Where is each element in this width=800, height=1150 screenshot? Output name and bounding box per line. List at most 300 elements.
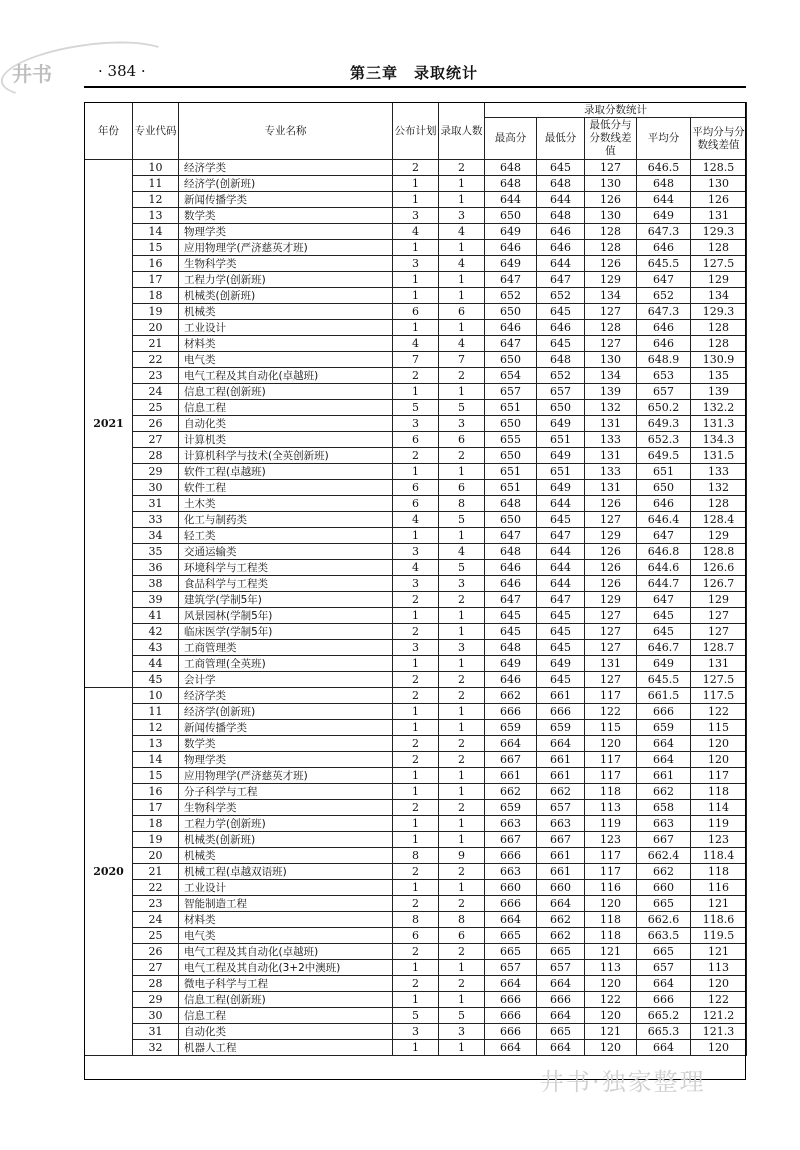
admitted-cell: 4 — [439, 544, 485, 560]
table-row — [85, 1040, 747, 1056]
code-cell: 25 — [133, 928, 179, 944]
max-cell: 664 — [485, 1040, 537, 1056]
min-diff-cell: 121 — [585, 1024, 637, 1040]
max-cell: 644 — [485, 192, 537, 208]
table-row — [85, 976, 747, 992]
min-cell: 644 — [537, 544, 585, 560]
admitted-cell: 5 — [439, 560, 485, 576]
admitted-cell: 1 — [439, 880, 485, 896]
plan-cell: 1 — [393, 720, 439, 736]
code-cell: 30 — [133, 1008, 179, 1024]
plan-cell: 1 — [393, 528, 439, 544]
avg-diff-cell: 127 — [691, 608, 747, 624]
min-diff-cell: 126 — [585, 544, 637, 560]
min-diff-cell: 129 — [585, 592, 637, 608]
avg-diff-cell: 131 — [691, 656, 747, 672]
avg-cell: 647 — [637, 528, 691, 544]
min-cell: 645 — [537, 672, 585, 688]
name-cell: 自动化类 — [179, 416, 393, 432]
min-cell: 645 — [537, 336, 585, 352]
plan-cell: 2 — [393, 624, 439, 640]
admitted-cell: 7 — [439, 352, 485, 368]
admitted-cell: 1 — [439, 240, 485, 256]
code-cell: 26 — [133, 944, 179, 960]
avg-cell: 646 — [637, 240, 691, 256]
min-diff-cell: 127 — [585, 512, 637, 528]
code-cell: 10 — [133, 688, 179, 704]
header-admitted: 录取人数 — [439, 103, 485, 160]
min-cell: 645 — [537, 304, 585, 320]
table-row — [85, 464, 747, 480]
admitted-cell: 1 — [439, 832, 485, 848]
table-row — [85, 560, 747, 576]
max-cell: 650 — [485, 208, 537, 224]
header-avg-diff: 平均分与分数线差值 — [691, 118, 747, 160]
avg-cell: 648 — [637, 176, 691, 192]
min-diff-cell: 129 — [585, 272, 637, 288]
min-diff-cell: 119 — [585, 816, 637, 832]
plan-cell: 3 — [393, 640, 439, 656]
avg-cell: 649.5 — [637, 448, 691, 464]
admitted-cell: 1 — [439, 192, 485, 208]
table-row — [85, 928, 747, 944]
table-row — [85, 768, 747, 784]
table-row — [85, 1024, 747, 1040]
table-row — [85, 368, 747, 384]
code-cell: 31 — [133, 496, 179, 512]
name-cell: 经济学(创新班) — [179, 176, 393, 192]
avg-cell: 646.7 — [637, 640, 691, 656]
max-cell: 657 — [485, 384, 537, 400]
plan-cell: 1 — [393, 832, 439, 848]
code-cell: 29 — [133, 992, 179, 1008]
publisher-logo: 井书 — [12, 62, 52, 86]
admission-table — [84, 102, 747, 1056]
name-cell: 机器人工程 — [179, 1040, 393, 1056]
min-diff-cell: 134 — [585, 368, 637, 384]
min-cell: 657 — [537, 800, 585, 816]
max-cell: 648 — [485, 544, 537, 560]
plan-cell: 4 — [393, 336, 439, 352]
min-cell: 662 — [537, 784, 585, 800]
table-row — [85, 1008, 747, 1024]
avg-cell: 645 — [637, 608, 691, 624]
avg-cell: 649 — [637, 656, 691, 672]
avg-diff-cell: 128 — [691, 240, 747, 256]
avg-cell: 646 — [637, 336, 691, 352]
min-diff-cell: 117 — [585, 688, 637, 704]
min-diff-cell: 120 — [585, 1008, 637, 1024]
max-cell: 655 — [485, 432, 537, 448]
avg-cell: 657 — [637, 384, 691, 400]
admitted-cell: 1 — [439, 528, 485, 544]
table-row — [85, 512, 747, 528]
code-cell: 25 — [133, 400, 179, 416]
min-cell: 662 — [537, 928, 585, 944]
code-cell: 31 — [133, 1024, 179, 1040]
plan-cell: 2 — [393, 592, 439, 608]
avg-diff-cell: 128 — [691, 496, 747, 512]
avg-cell: 647 — [637, 592, 691, 608]
min-diff-cell: 126 — [585, 576, 637, 592]
min-cell: 664 — [537, 736, 585, 752]
min-cell: 647 — [537, 272, 585, 288]
avg-cell: 645.5 — [637, 672, 691, 688]
plan-cell: 2 — [393, 800, 439, 816]
plan-cell: 3 — [393, 1024, 439, 1040]
header-code: 专业代码 — [133, 103, 179, 160]
avg-cell: 646 — [637, 496, 691, 512]
max-cell: 646 — [485, 320, 537, 336]
min-diff-cell: 113 — [585, 960, 637, 976]
max-cell: 659 — [485, 800, 537, 816]
avg-diff-cell: 113 — [691, 960, 747, 976]
avg-diff-cell: 133 — [691, 464, 747, 480]
min-cell: 661 — [537, 768, 585, 784]
code-cell: 15 — [133, 240, 179, 256]
code-cell: 13 — [133, 208, 179, 224]
plan-cell: 1 — [393, 320, 439, 336]
table-row — [85, 176, 747, 192]
plan-cell: 4 — [393, 560, 439, 576]
table-row — [85, 272, 747, 288]
max-cell: 651 — [485, 464, 537, 480]
code-cell: 33 — [133, 512, 179, 528]
max-cell: 646 — [485, 560, 537, 576]
avg-diff-cell: 121.3 — [691, 1024, 747, 1040]
avg-cell: 652.3 — [637, 432, 691, 448]
avg-cell: 662.6 — [637, 912, 691, 928]
plan-cell: 2 — [393, 896, 439, 912]
min-cell: 651 — [537, 464, 585, 480]
table-row — [85, 736, 747, 752]
plan-cell: 1 — [393, 1040, 439, 1056]
avg-diff-cell: 117.5 — [691, 688, 747, 704]
plan-cell: 6 — [393, 928, 439, 944]
avg-cell: 650.2 — [637, 400, 691, 416]
avg-diff-cell: 130 — [691, 176, 747, 192]
name-cell: 生物科学类 — [179, 256, 393, 272]
max-cell: 650 — [485, 448, 537, 464]
plan-cell: 5 — [393, 1008, 439, 1024]
header-year: 年份 — [85, 103, 133, 160]
table-row — [85, 944, 747, 960]
avg-diff-cell: 123 — [691, 832, 747, 848]
min-cell: 644 — [537, 576, 585, 592]
avg-diff-cell: 129.3 — [691, 304, 747, 320]
max-cell: 662 — [485, 688, 537, 704]
max-cell: 664 — [485, 976, 537, 992]
max-cell: 650 — [485, 352, 537, 368]
admitted-cell: 2 — [439, 672, 485, 688]
admitted-cell: 1 — [439, 624, 485, 640]
max-cell: 659 — [485, 720, 537, 736]
name-cell: 信息工程(创新班) — [179, 992, 393, 1008]
avg-cell: 650 — [637, 480, 691, 496]
avg-cell: 660 — [637, 880, 691, 896]
page-header — [84, 60, 744, 86]
min-cell: 661 — [537, 848, 585, 864]
admitted-cell: 2 — [439, 688, 485, 704]
avg-cell: 662 — [637, 784, 691, 800]
min-cell: 652 — [537, 368, 585, 384]
min-cell: 665 — [537, 1024, 585, 1040]
table-row — [85, 336, 747, 352]
admitted-cell: 2 — [439, 448, 485, 464]
admitted-cell: 3 — [439, 1024, 485, 1040]
code-cell: 42 — [133, 624, 179, 640]
max-cell: 666 — [485, 992, 537, 1008]
avg-diff-cell: 121.2 — [691, 1008, 747, 1024]
min-cell: 661 — [537, 864, 585, 880]
name-cell: 电气类 — [179, 928, 393, 944]
max-cell: 665 — [485, 928, 537, 944]
min-diff-cell: 117 — [585, 752, 637, 768]
name-cell: 机械类 — [179, 848, 393, 864]
admitted-cell: 1 — [439, 464, 485, 480]
table-row — [85, 480, 747, 496]
plan-cell: 4 — [393, 512, 439, 528]
avg-diff-cell: 122 — [691, 992, 747, 1008]
plan-cell: 1 — [393, 464, 439, 480]
name-cell: 新闻传播学类 — [179, 720, 393, 736]
plan-cell: 5 — [393, 400, 439, 416]
min-cell: 645 — [537, 624, 585, 640]
max-cell: 662 — [485, 784, 537, 800]
max-cell: 664 — [485, 912, 537, 928]
avg-cell: 651 — [637, 464, 691, 480]
min-cell: 664 — [537, 1040, 585, 1056]
avg-diff-cell: 115 — [691, 720, 747, 736]
code-cell: 39 — [133, 592, 179, 608]
table-row — [85, 304, 747, 320]
plan-cell: 3 — [393, 544, 439, 560]
avg-diff-cell: 117 — [691, 768, 747, 784]
name-cell: 机械类(创新班) — [179, 288, 393, 304]
min-diff-cell: 130 — [585, 352, 637, 368]
avg-cell: 661 — [637, 768, 691, 784]
avg-cell: 662 — [637, 864, 691, 880]
min-diff-cell: 127 — [585, 336, 637, 352]
avg-diff-cell: 118.6 — [691, 912, 747, 928]
code-cell: 24 — [133, 912, 179, 928]
admitted-cell: 1 — [439, 784, 485, 800]
avg-cell: 665.2 — [637, 1008, 691, 1024]
table-row — [85, 288, 747, 304]
name-cell: 数学类 — [179, 736, 393, 752]
avg-diff-cell: 129 — [691, 592, 747, 608]
avg-diff-cell: 128 — [691, 320, 747, 336]
max-cell: 647 — [485, 592, 537, 608]
code-cell: 14 — [133, 752, 179, 768]
code-cell: 45 — [133, 672, 179, 688]
code-cell: 21 — [133, 336, 179, 352]
avg-diff-cell: 132.2 — [691, 400, 747, 416]
code-cell: 12 — [133, 192, 179, 208]
plan-cell: 1 — [393, 656, 439, 672]
code-cell: 29 — [133, 464, 179, 480]
name-cell: 临床医学(学制5年) — [179, 624, 393, 640]
avg-cell: 665.3 — [637, 1024, 691, 1040]
avg-cell: 647.3 — [637, 224, 691, 240]
plan-cell: 2 — [393, 688, 439, 704]
min-cell: 645 — [537, 160, 585, 176]
min-cell: 664 — [537, 976, 585, 992]
avg-diff-cell: 128 — [691, 336, 747, 352]
max-cell: 660 — [485, 880, 537, 896]
avg-cell: 659 — [637, 720, 691, 736]
avg-diff-cell: 116 — [691, 880, 747, 896]
max-cell: 646 — [485, 672, 537, 688]
avg-diff-cell: 114 — [691, 800, 747, 816]
table-row — [85, 720, 747, 736]
name-cell: 工商管理类 — [179, 640, 393, 656]
plan-cell: 8 — [393, 848, 439, 864]
avg-cell: 645.5 — [637, 256, 691, 272]
avg-diff-cell: 121 — [691, 944, 747, 960]
min-cell: 644 — [537, 256, 585, 272]
min-diff-cell: 128 — [585, 224, 637, 240]
name-cell: 工程力学(创新班) — [179, 816, 393, 832]
plan-cell: 4 — [393, 224, 439, 240]
min-diff-cell: 118 — [585, 928, 637, 944]
plan-cell: 2 — [393, 944, 439, 960]
admitted-cell: 6 — [439, 928, 485, 944]
table-row — [85, 688, 747, 704]
table-row — [85, 672, 747, 688]
min-cell: 652 — [537, 288, 585, 304]
header-avg: 平均分 — [637, 118, 691, 160]
max-cell: 648 — [485, 640, 537, 656]
name-cell: 分子科学与工程 — [179, 784, 393, 800]
name-cell: 电气工程及其自动化(卓越班) — [179, 368, 393, 384]
code-cell: 16 — [133, 784, 179, 800]
max-cell: 647 — [485, 336, 537, 352]
code-cell: 41 — [133, 608, 179, 624]
table-row — [85, 352, 747, 368]
code-cell: 32 — [133, 1040, 179, 1056]
max-cell: 666 — [485, 1024, 537, 1040]
table-row — [85, 192, 747, 208]
min-diff-cell: 130 — [585, 176, 637, 192]
min-diff-cell: 131 — [585, 480, 637, 496]
name-cell: 软件工程(卓越班) — [179, 464, 393, 480]
min-cell: 649 — [537, 448, 585, 464]
table-row — [85, 624, 747, 640]
avg-cell: 661.5 — [637, 688, 691, 704]
avg-diff-cell: 134.3 — [691, 432, 747, 448]
avg-cell: 664 — [637, 752, 691, 768]
max-cell: 664 — [485, 736, 537, 752]
min-diff-cell: 132 — [585, 400, 637, 416]
name-cell: 机械类 — [179, 304, 393, 320]
code-cell: 27 — [133, 960, 179, 976]
table-row — [85, 848, 747, 864]
header-plan: 公布计划 — [393, 103, 439, 160]
avg-diff-cell: 118 — [691, 864, 747, 880]
plan-cell: 8 — [393, 912, 439, 928]
avg-diff-cell: 135 — [691, 368, 747, 384]
min-cell: 661 — [537, 688, 585, 704]
max-cell: 649 — [485, 256, 537, 272]
admitted-cell: 2 — [439, 592, 485, 608]
min-diff-cell: 129 — [585, 528, 637, 544]
avg-cell: 646.4 — [637, 512, 691, 528]
plan-cell: 1 — [393, 608, 439, 624]
plan-cell: 1 — [393, 272, 439, 288]
min-diff-cell: 122 — [585, 704, 637, 720]
admitted-cell: 1 — [439, 768, 485, 784]
code-cell: 17 — [133, 272, 179, 288]
min-diff-cell: 127 — [585, 672, 637, 688]
header-name: 专业名称 — [179, 103, 393, 160]
min-diff-cell: 118 — [585, 784, 637, 800]
avg-cell: 663.5 — [637, 928, 691, 944]
avg-cell: 646 — [637, 320, 691, 336]
code-cell: 35 — [133, 544, 179, 560]
admitted-cell: 1 — [439, 1040, 485, 1056]
min-diff-cell: 126 — [585, 560, 637, 576]
name-cell: 工业设计 — [179, 320, 393, 336]
table-row — [85, 432, 747, 448]
max-cell: 648 — [485, 496, 537, 512]
max-cell: 666 — [485, 896, 537, 912]
table-row — [85, 656, 747, 672]
avg-diff-cell: 131.5 — [691, 448, 747, 464]
max-cell: 646 — [485, 576, 537, 592]
code-cell: 28 — [133, 448, 179, 464]
max-cell: 665 — [485, 944, 537, 960]
table-row — [85, 608, 747, 624]
avg-diff-cell: 132 — [691, 480, 747, 496]
name-cell: 工业设计 — [179, 880, 393, 896]
min-diff-cell: 121 — [585, 944, 637, 960]
table-row — [85, 640, 747, 656]
min-cell: 650 — [537, 400, 585, 416]
name-cell: 微电子科学与工程 — [179, 976, 393, 992]
code-cell: 11 — [133, 176, 179, 192]
avg-cell: 645 — [637, 624, 691, 640]
code-cell: 18 — [133, 816, 179, 832]
table-row — [85, 400, 747, 416]
name-cell: 电气工程及其自动化(3+2中澳班) — [179, 960, 393, 976]
name-cell: 信息工程 — [179, 1008, 393, 1024]
admitted-cell: 1 — [439, 384, 485, 400]
avg-cell: 648.9 — [637, 352, 691, 368]
admitted-cell: 2 — [439, 976, 485, 992]
avg-diff-cell: 121 — [691, 896, 747, 912]
plan-cell: 1 — [393, 176, 439, 192]
min-cell: 645 — [537, 608, 585, 624]
min-cell: 659 — [537, 720, 585, 736]
admitted-cell: 1 — [439, 272, 485, 288]
avg-diff-cell: 126 — [691, 192, 747, 208]
min-cell: 648 — [537, 352, 585, 368]
table-row — [85, 496, 747, 512]
min-cell: 646 — [537, 320, 585, 336]
avg-cell: 649 — [637, 208, 691, 224]
code-cell: 20 — [133, 320, 179, 336]
min-diff-cell: 127 — [585, 608, 637, 624]
plan-cell: 3 — [393, 416, 439, 432]
plan-cell: 3 — [393, 576, 439, 592]
min-diff-cell: 113 — [585, 800, 637, 816]
name-cell: 新闻传播学类 — [179, 192, 393, 208]
table-row — [85, 912, 747, 928]
admitted-cell: 6 — [439, 480, 485, 496]
plan-cell: 2 — [393, 752, 439, 768]
admitted-cell: 1 — [439, 704, 485, 720]
